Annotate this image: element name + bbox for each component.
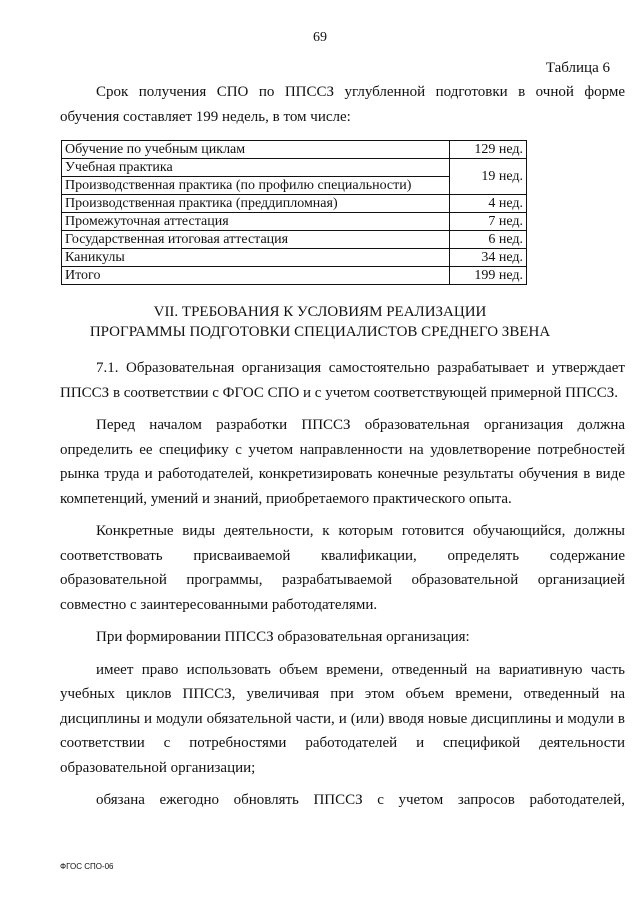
- table-row: [62, 159, 527, 195]
- row-label: Итого: [62, 267, 450, 285]
- section-heading-line: VII. ТРЕБОВАНИЯ К УСЛОВИЯМ РЕАЛИЗАЦИИ: [153, 304, 487, 320]
- row-label: Производственная практика (по профилю специальности): [62, 176, 449, 194]
- row-value: 34 нед.: [450, 249, 527, 267]
- paragraph: обязана ежегодно обновлять ППССЗ с учетом запросов работодателей,: [96, 792, 625, 808]
- intro-paragraph: Срок получения СПО по ППССЗ углубленной подготовки в очной форме обучения составляет 199 недель, в том числе:: [60, 84, 625, 125]
- table-row: [62, 231, 527, 249]
- row-label: Государственная итоговая аттестация: [62, 231, 450, 249]
- row-value: 199 нед.: [450, 267, 527, 285]
- row-label: Учебная практика: [65, 160, 173, 175]
- row-label: Производственная практика (преддипломная): [62, 195, 450, 213]
- row-label: Обучение по учебным циклам: [62, 141, 450, 159]
- row-value: 19 нед.: [450, 159, 527, 195]
- table-row: [62, 213, 527, 231]
- row-label: Каникулы: [62, 249, 450, 267]
- row-value: 4 нед.: [450, 195, 527, 213]
- row-value: 129 нед.: [450, 141, 527, 159]
- duration-table: [61, 140, 527, 285]
- table-row: [62, 249, 527, 267]
- row-value: 6 нед.: [450, 231, 527, 249]
- table-row: [62, 141, 527, 159]
- table-label: Таблица 6: [545, 60, 610, 76]
- body-text: [60, 356, 625, 813]
- row-label: Промежуточная аттестация: [62, 213, 450, 231]
- footer-code: ФГОС СПО-06: [60, 862, 114, 871]
- section-heading: [0, 302, 640, 342]
- page-number: 69: [313, 30, 327, 45]
- paragraph: Конкретные виды деятельности, к которым готовится обучающийся, должны соответствовать присваиваемой квалификации, определять содержание образовательной программы, разрабатываемой образовательной организацией совместно с заинтересованными работодателями.: [60, 523, 625, 613]
- paragraph: При формировании ППССЗ образовательная организация:: [96, 629, 470, 645]
- row-value: 7 нед.: [450, 213, 527, 231]
- paragraph: 7.1. Образовательная организация самостоятельно разрабатывает и утверждает ППССЗ в соответствии с ФГОС СПО и с учетом соответствующей примерной ППССЗ.: [60, 360, 625, 401]
- section-heading-line: ПРОГРАММЫ ПОДГОТОВКИ СПЕЦИАЛИСТОВ СРЕДНЕГО ЗВЕНА: [89, 324, 551, 340]
- table-row: [62, 267, 527, 285]
- paragraph: имеет право использовать объем времени, отведенный на вариативную часть учебных циклов ППССЗ, увеличивая при этом объем времени, отведенный на дисциплины и модули обязательной части, и (или) вводя новые дисциплины и модули в соответствии с потребностями работодателей и спецификой деятельности образовательной организации;: [60, 661, 625, 776]
- row-label-group: [62, 159, 450, 195]
- table-row: [62, 195, 527, 213]
- paragraph: Перед началом разработки ППССЗ образовательная организация должна определить ее специфику с учетом направленности на удовлетворение потребностей рынка труда и работодателей, конкретизировать конечные результаты обучения в виде компетенций, умений и знаний, приобретаемого практического опыта.: [60, 417, 625, 507]
